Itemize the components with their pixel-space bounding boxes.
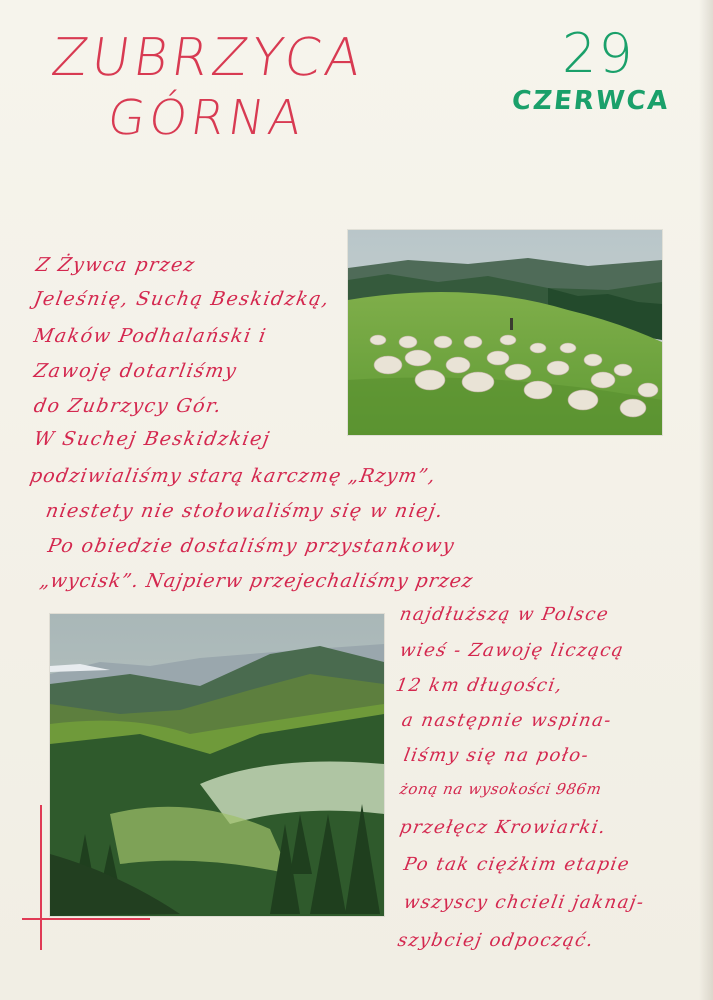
margin-vertical-line	[40, 805, 42, 950]
date-day: 29	[562, 22, 635, 85]
text-line: wieś - Zawoję liczącą	[398, 640, 626, 661]
text-line: szybciej odpocząć.	[396, 930, 596, 951]
mountain-valley-photo	[50, 614, 384, 916]
text-line: Po tak ciężkim etapie	[402, 854, 632, 875]
text-line: najdłuższą w Polsce	[398, 604, 611, 625]
text-line: do Zubrzycy Gór.	[32, 395, 225, 417]
date-month: CZERWCA	[510, 86, 672, 116]
text-line: Zawoję dotarliśmy	[32, 360, 240, 382]
text-line: żoną na wysokości 986m	[398, 780, 604, 798]
text-line: a następnie wspina-	[400, 710, 614, 731]
text-line: przełęcz Krowiarki.	[398, 817, 609, 838]
page-edge-shadow	[699, 0, 713, 1000]
text-line: Po obiedzie dostaliśmy przystankowy	[46, 535, 457, 557]
text-line: niestety nie stołowaliśmy się w niej.	[44, 500, 446, 522]
page-title-line1: ZUBRZYCA	[47, 28, 369, 88]
page-title-line2: GÓRNA	[104, 90, 310, 146]
text-line: liśmy się na poło-	[402, 745, 592, 766]
sheep-photo-image	[348, 230, 662, 435]
text-line: podziwialiśmy starą karczmę „Rzym”,	[28, 465, 438, 487]
text-line: wszyscy chcieli jaknaj-	[402, 892, 647, 913]
text-line: Maków Podhalański i	[32, 325, 269, 347]
text-line: 12 km długości,	[394, 675, 565, 696]
sheep-on-meadow-photo	[348, 230, 662, 435]
text-line: Z Żywca przez	[34, 254, 198, 276]
text-line: W Suchej Beskidzkiej	[32, 428, 273, 450]
valley-photo-image	[50, 614, 384, 916]
margin-horizontal-line	[22, 918, 150, 920]
text-line: Jeleśnię, Suchą Beskidzką,	[32, 288, 332, 310]
text-line: „wycisk”. Najpierw przejechaliśmy przez	[38, 570, 475, 592]
